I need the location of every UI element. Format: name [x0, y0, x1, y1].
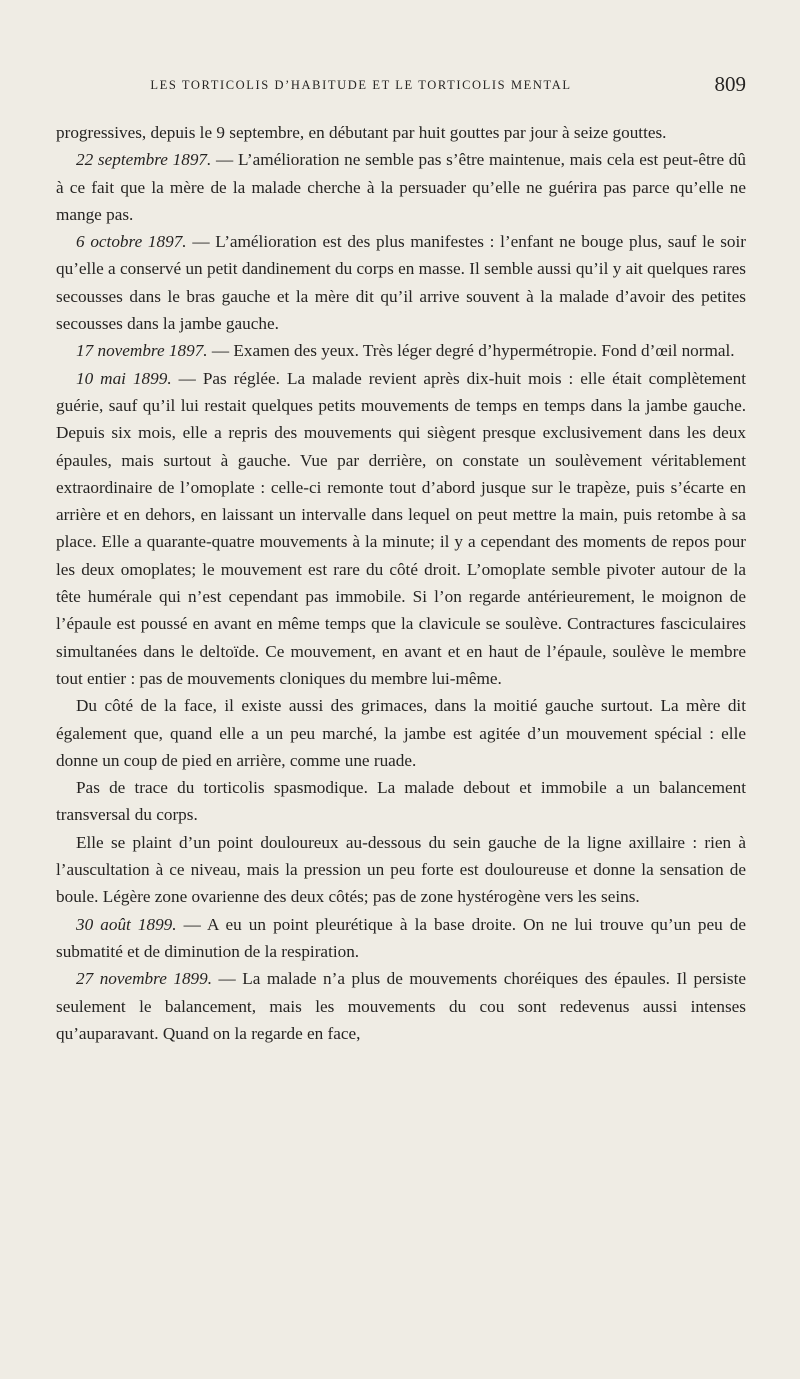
paragraph-text: progressives, depuis le 9 septembre, en débutant par huit gouttes par jour à seize gouttes. [56, 123, 667, 142]
running-title: LES TORTICOLIS D’HABITUDE ET LE TORTICOLIS MENTAL [150, 78, 572, 92]
paragraph-text: Du côté de la face, il existe aussi des grimaces, dans la moitié gauche surtout. La mère dit également que, quand elle a un peu marché, la jambe est agitée d’un mouvement spécial : elle donne un coup de pied en arrière, comme une ruade. [56, 696, 746, 770]
page-number: 809 [714, 72, 746, 96]
paragraph-text: Elle se plaint d’un point douloureux au-dessous du sein gauche de la ligne axillaire : rien à l’auscultation à ce niveau, mais la pression un peu forte est douloureuse et donne la sensation de boule. Légère zone ovarienne des deux côtés; pas de zone hystérogène vers les seins. [56, 832, 746, 907]
entry-text: — Pas réglée. La malade revient après dix-huit mois : elle était complètement guérie, sauf qu’il lui restait quelques petits mouvements de temps en temps dans la jambe gauche. Depuis six mois, elle a repris des mouvements qui siègent presque exclusivement dans les deux épaules, mais surtout à gauche. Vue par derrière, on constate un soulèvement véritablement extraordinaire de l’omoplate : celle-ci remonte tout d’abord jusque sur le trapèze, puis s’écarte en arrière et en dehors, en laissant un intervalle dans lequel on peut mettre la main, puis retombe à sa place. Elle a quarante-quatre mouvements à la minute; il y a cependant des moments de repos pour les deux omoplates; le mouvement est rare du côté droit. L’omoplate semble pivoter autour de la tête humérale qui n’est cependant pas immobile. Si l’on regarde antérieurement, le moignon de l’épaule est poussé en avant en même temps que la clavicule se soulève. Contractures fasciculaires simultanées dans le deltoïde. Ce mouvement, en avant et en haut de l’épaule, soulève le membre tout entier : pas de mouvements cloniques du membre lui-même. [56, 368, 747, 688]
paragraph-face [56, 692, 746, 774]
entry-text: — A eu un point pleurétique à la base droite. On ne lui trouve qu’un peu de submatité et de diminution de la respiration. [56, 914, 746, 961]
entry-date: 10 mai 1899. [76, 368, 172, 388]
entry-22-septembre-1897 [56, 146, 746, 228]
entry-text: — La malade n’a plus de mouvements choréiques des épaules. Il persiste seulement le balancement, mais les mouvements du cou sont redevenus aussi intenses qu’auparavant. Quand on la regarde en face, [56, 969, 746, 1043]
running-head [56, 72, 746, 112]
entry-date: 22 septembre 1897. [76, 150, 212, 170]
entry-30-aout-1899 [56, 911, 746, 966]
entry-10-mai-1899 [56, 365, 746, 693]
entry-date: 6 octobre 1897. [76, 232, 187, 252]
entry-text: — Examen des yeux. Très léger degré d’hypermétropie. Fond d’œil normal. [207, 341, 735, 361]
paragraph-torticolis [56, 774, 746, 829]
entry-date: 17 novembre 1897. [76, 341, 208, 361]
paragraph-continuation [56, 119, 746, 146]
entry-text: — L’amélioration ne semble pas s’être maintenue, mais cela est peut-être dû à ce fait que la mère de la malade cherche à la persuader qu’elle ne guérira pas parce qu’elle ne mange pas. [56, 150, 746, 224]
entry-17-novembre-1897 [56, 337, 746, 364]
entry-date: 27 novembre 1899. [76, 969, 213, 989]
entry-6-octobre-1897 [56, 228, 746, 337]
entry-text: — L’amélioration est des plus manifestes : l’enfant ne bouge plus, sauf le soir qu’elle a conservé un petit dandinement du corps en masse. Il semble aussi qu’il y ait quelques rares secousses dans le bras gauche et la mère dit qu’il arrive souvent à la malade d’avoir des petites secousses dans la jambe gauche. [56, 232, 746, 334]
paragraph-text: Pas de trace du torticolis spasmodique. La malade debout et immobile a un balancement transversal du corps. [56, 778, 746, 825]
paragraph-point-douloureux [56, 829, 746, 911]
entry-27-novembre-1899 [56, 965, 746, 1047]
body-text [56, 119, 746, 1047]
entry-date: 30 août 1899. [76, 914, 177, 934]
book-page [56, 72, 746, 1047]
